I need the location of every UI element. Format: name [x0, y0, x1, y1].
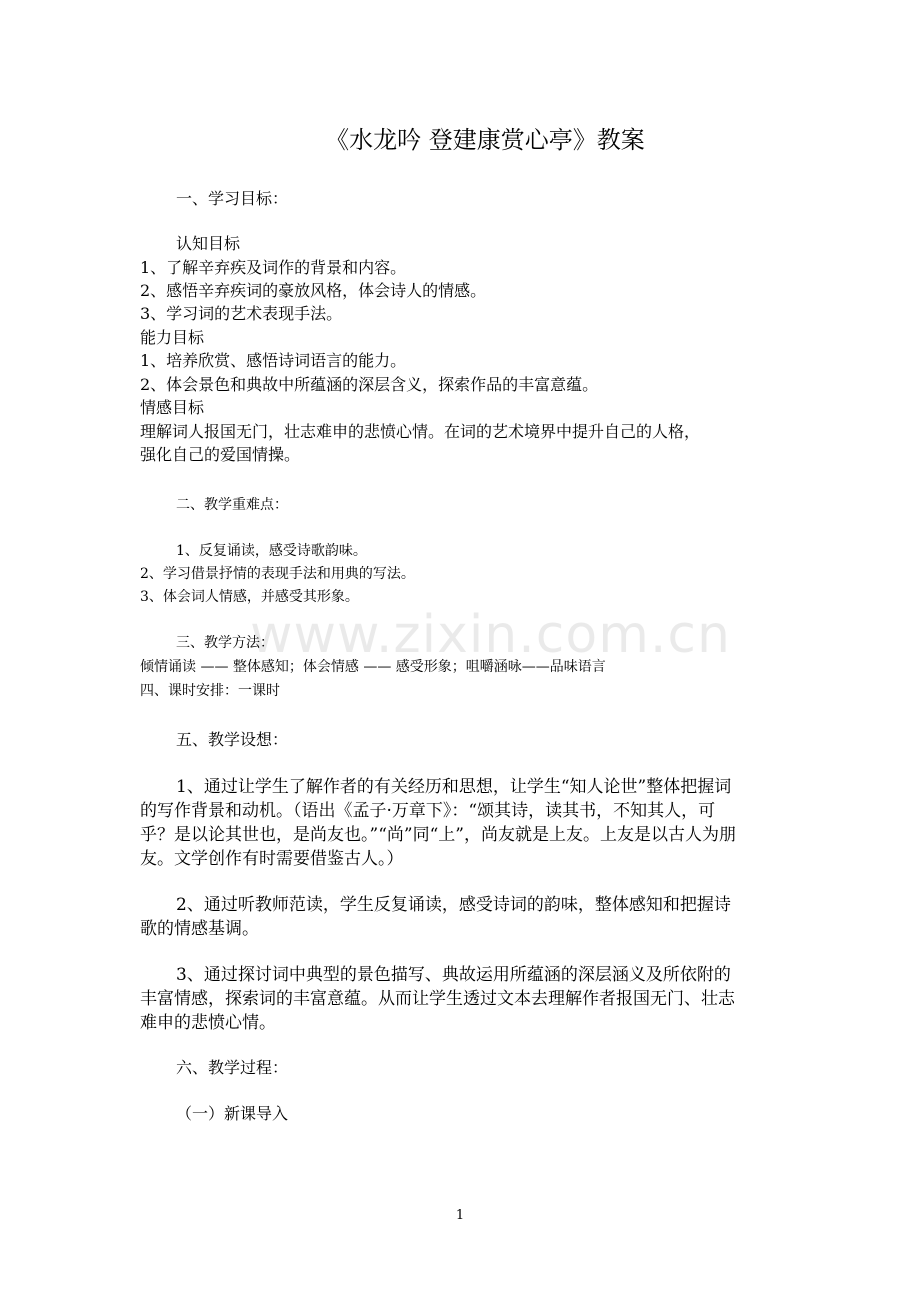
key-point-item: 2、学习借景抒情的表现手法和用典的写法。 — [140, 566, 415, 582]
emotion-goal-text: 理解词人报国无门，壮志难申的悲愤心情。在词的艺术境界中提升自己的人格， — [140, 422, 701, 441]
teaching-method-text: 倾情诵读 —— 整体感知；体会情感 —— 感受形象；咀嚼涵咏——品味语言 — [140, 659, 606, 675]
plan-paragraph-1: 友。文学创作有时需要借鉴古人。） — [140, 849, 404, 869]
plan-paragraph-3: 丰富情感，探索词的丰富意蕴。从而让学生透过文本去理解作者报国无门、壮志 — [140, 989, 735, 1009]
key-point-item: 3、体会词人情感，并感受其形象。 — [140, 589, 359, 605]
plan-paragraph-1: 1、通过让学生了解作者的有关经历和思想，让学生“知人论世”整体把握词 — [176, 777, 732, 797]
subsection-intro-heading: （一）新课导入 — [176, 1104, 289, 1123]
lesson-schedule-text: 四、课时安排：一课时 — [140, 683, 280, 699]
ability-goal-label: 能力目标 — [140, 328, 205, 347]
cognitive-item: 2、感悟辛弃疾词的豪放风格，体会诗人的情感。 — [140, 281, 487, 300]
section-5-heading: 五、教学设想： — [176, 730, 289, 749]
key-point-item: 1、反复诵读，感受诗歌韵味。 — [176, 543, 367, 559]
ability-item: 2、体会景色和典故中所蕴涵的深层含义，探索作品的丰富意蕴。 — [140, 375, 599, 394]
plan-paragraph-1: 的写作背景和动机。（语出《孟子·万章下》：“颂其诗，读其书，不知其人，可 — [140, 801, 716, 821]
document-title: 《水龙吟 登建康赏心亭》教案 — [325, 126, 645, 154]
section-1-heading: 一、学习目标： — [176, 189, 289, 208]
page-number: 1 — [455, 1208, 465, 1223]
plan-paragraph-3: 3、通过探讨词中典型的景色描写、典故运用所蕴涵的深层涵义及所依附的 — [176, 965, 731, 985]
plan-paragraph-2: 2、通过听教师范读，学生反复诵读，感受诗词的韵味，整体感知和把握诗 — [176, 895, 731, 915]
cognitive-goal-label: 认知目标 — [176, 234, 241, 253]
section-6-heading: 六、教学过程： — [176, 1058, 289, 1077]
emotion-goal-text: 强化自己的爱国情操。 — [140, 445, 301, 464]
emotion-goal-label: 情感目标 — [140, 398, 205, 417]
section-3-heading: 三、教学方法： — [176, 635, 274, 651]
plan-paragraph-3: 难申的悲愤心情。 — [140, 1013, 276, 1033]
watermark-text: www.zixin.com.cn — [250, 605, 731, 665]
section-2-heading: 二、教学重难点： — [176, 497, 288, 513]
plan-paragraph-1: 乎？是以论其世也，是尚友也。”“尚”同“上”，尚友就是上友。上友是以古人为朋 — [140, 825, 736, 845]
cognitive-item: 3、学习词的艺术表现手法。 — [140, 304, 343, 323]
plan-paragraph-2: 歌的情感基调。 — [140, 919, 259, 939]
ability-item: 1、培养欣赏、感悟诗词语言的能力。 — [140, 351, 407, 370]
cognitive-item: 1、了解辛弃疾及词作的背景和内容。 — [140, 258, 407, 277]
